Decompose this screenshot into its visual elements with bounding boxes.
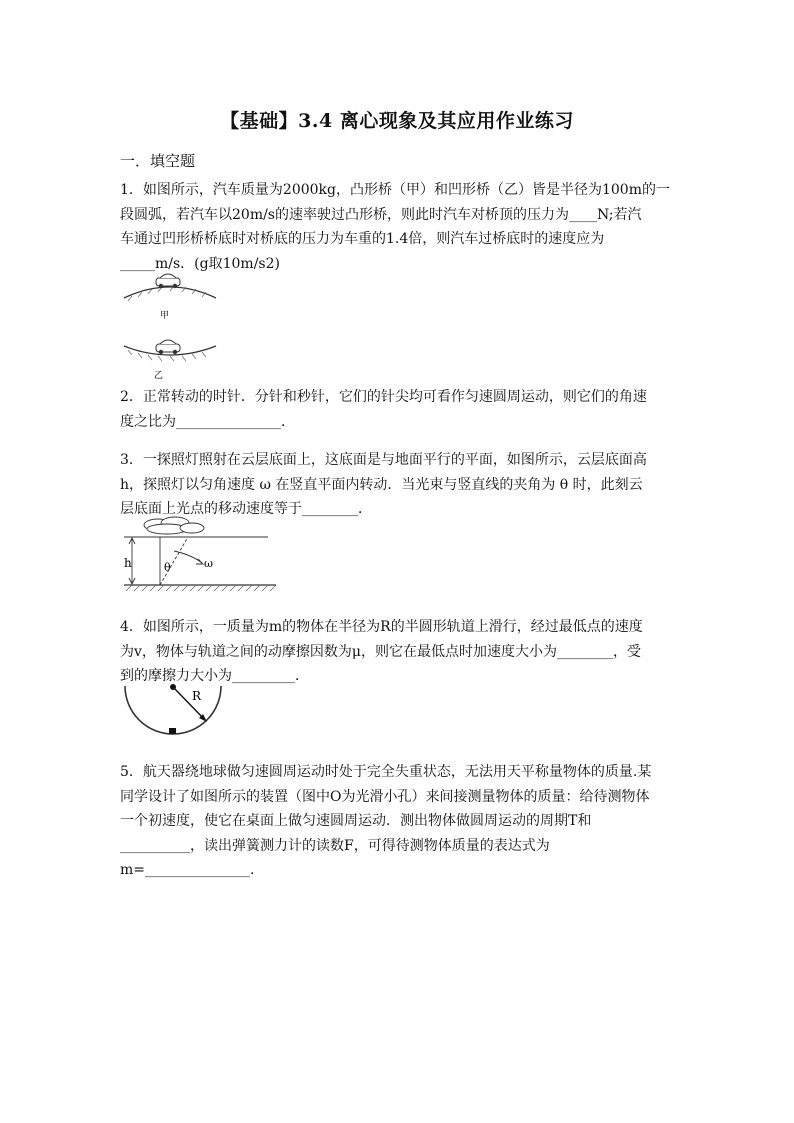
car-icon bbox=[156, 274, 180, 288]
section-heading: 一．填空题 bbox=[120, 152, 196, 170]
question-line: _____m/s．(g取10m/s2) bbox=[120, 255, 280, 272]
label-theta: θ bbox=[164, 561, 171, 574]
question-line: 5．航天器绕地球做匀速圆周运动时处于完全失重状态，无法用天平称量物体的质量.某 bbox=[120, 764, 652, 780]
bridge-figure bbox=[120, 268, 220, 380]
question-line: h，探照灯以匀角速度 ω 在竖直平面内转动．当光束与竖直线的夹角为 θ 时，此刻云 bbox=[120, 476, 643, 493]
question-3 bbox=[120, 448, 675, 522]
cloud-icon bbox=[144, 517, 204, 534]
question-line: 一个初速度，使它在桌面上做匀速圆周运动．测出物体做圆周运动的周期T和 bbox=[120, 813, 592, 829]
block-icon bbox=[169, 728, 176, 734]
question-line: m=_______________. bbox=[120, 862, 255, 878]
question-1 bbox=[120, 178, 675, 276]
question-line: 2．正常转动的时针．分针和秒针，它们的针尖均可看作匀速圆周运动，则它们的角速 bbox=[120, 389, 647, 405]
label-h: h bbox=[124, 556, 132, 570]
question-5 bbox=[120, 760, 675, 883]
searchlight-figure bbox=[120, 515, 280, 595]
semicircle-track-figure bbox=[120, 682, 230, 742]
question-line: 1．如图所示，汽车质量为2000kg，凸形桥（甲）和凹形桥（乙）皆是半径为100m的一 bbox=[120, 182, 670, 198]
question-line: 度之比为_______________． bbox=[120, 413, 295, 430]
question-line: 到的摩擦力大小为_________． bbox=[120, 668, 309, 684]
page-title: 【基础】3.4 离心现象及其应用作业练习 bbox=[220, 110, 574, 132]
question-line: 为v，物体与轨道之间的动摩擦因数为μ，则它在最低点时加速度大小为________，受 bbox=[120, 643, 642, 660]
question-line: 4．如图所示，一质量为m的物体在半径为R的半圆形轨道上滑行，经过最低点的速度 bbox=[120, 619, 643, 635]
question-2 bbox=[120, 385, 675, 434]
label-r: R bbox=[192, 689, 202, 703]
car-icon bbox=[156, 340, 180, 354]
question-line: 层底面上光点的移动速度等于________． bbox=[120, 501, 372, 517]
figure-label-yi: 乙 bbox=[154, 371, 164, 380]
question-line: 同学设计了如图所示的装置（图中O为光滑小孔）来间接测量物体的质量：给待测物体 bbox=[120, 788, 650, 805]
question-line: 3．一探照灯照射在云层底面上，这底面是与地面平行的平面，如图所示，云层底面高 bbox=[120, 452, 647, 468]
label-omega: ω bbox=[204, 557, 213, 570]
question-line: __________，读出弹簧测力计的读数F，可得待测物体质量的表达式为 bbox=[120, 837, 550, 854]
question-line: 车通过凹形桥桥底时对桥底的压力为车重的1.4倍，则汽车过桥底时的速度应为 bbox=[120, 231, 605, 247]
question-4 bbox=[120, 615, 675, 689]
figure-label-jia: 甲 bbox=[160, 311, 170, 321]
question-line: 段圆弧，若汽车以20m/s的速率驶过凸形桥，则此时汽车对桥顶的压力为____N;若汽 bbox=[120, 206, 642, 223]
